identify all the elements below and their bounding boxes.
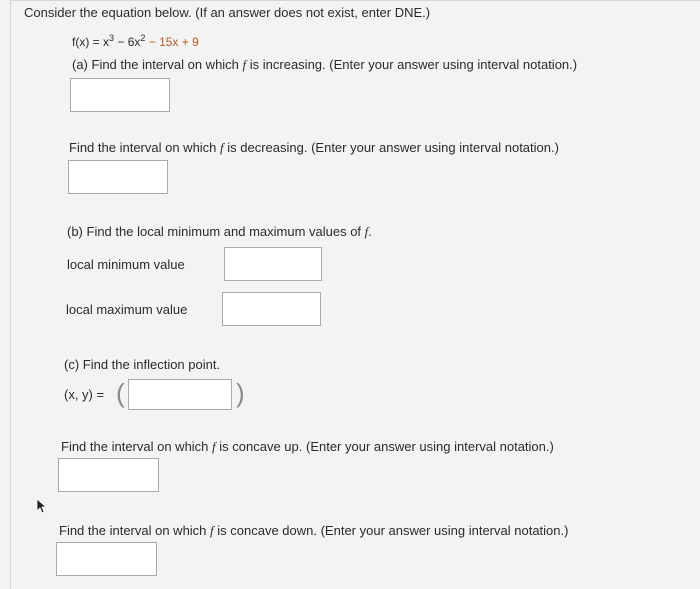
- concave-down-prompt: [59, 523, 568, 539]
- decreasing-prompt: [69, 140, 559, 156]
- equation-lhs: f(x) = x: [72, 35, 110, 49]
- decreasing-prompt-post: is decreasing. (Enter your answer using interval notation.): [223, 140, 559, 155]
- decreasing-interval-input[interactable]: [68, 160, 168, 194]
- concave-up-prompt-post: is concave up. (Enter your answer using interval notation.): [215, 439, 554, 454]
- extrema-prompt: [67, 224, 372, 240]
- local-max-input[interactable]: [222, 292, 321, 326]
- inflection-point-input[interactable]: [128, 379, 232, 410]
- local-max-label: local maximum value: [66, 302, 188, 317]
- increasing-prompt-pre: (a) Find the interval on which: [72, 57, 243, 72]
- intro-text: Consider the equation below. (If an answer does not exist, enter DNE.): [24, 5, 431, 20]
- equation-exp3: 3: [109, 33, 115, 43]
- equation-exp2: 2: [140, 33, 146, 43]
- equation-mid: − 6x: [114, 35, 141, 49]
- local-min-label: local minimum value: [67, 257, 185, 272]
- local-min-input[interactable]: [224, 247, 322, 281]
- concave-down-input[interactable]: [56, 542, 157, 576]
- concave-down-prompt-pre: Find the interval on which: [59, 523, 211, 538]
- concave-down-prompt-post: is concave down. (Enter your answer using interval notation.): [213, 523, 569, 538]
- open-paren: (: [116, 378, 125, 408]
- decreasing-prompt-pre: Find the interval on which: [69, 140, 221, 155]
- concave-up-prompt-pre: Find the interval on which: [61, 439, 213, 454]
- f-symbol: f: [242, 57, 247, 72]
- equation: [72, 33, 199, 49]
- f-symbol: f: [212, 439, 216, 454]
- equation-rhs: − 15x + 9: [145, 35, 199, 49]
- concave-up-input[interactable]: [58, 458, 159, 492]
- increasing-prompt: [72, 57, 577, 73]
- f-symbol: f: [220, 140, 224, 155]
- close-paren: ): [236, 378, 245, 408]
- inflection-prompt: (c) Find the inflection point.: [64, 357, 221, 372]
- f-symbol: f: [364, 224, 369, 239]
- concave-up-prompt: [61, 439, 554, 455]
- increasing-prompt-post: is increasing. (Enter your answer using interval notation.): [246, 57, 578, 72]
- extrema-prompt-pre: (b) Find the local minimum and maximum values of: [67, 224, 365, 239]
- f-symbol: f: [210, 523, 214, 538]
- extrema-prompt-post: .: [368, 224, 372, 239]
- increasing-interval-input[interactable]: [70, 78, 170, 112]
- xy-label: (x, y) =: [64, 387, 105, 402]
